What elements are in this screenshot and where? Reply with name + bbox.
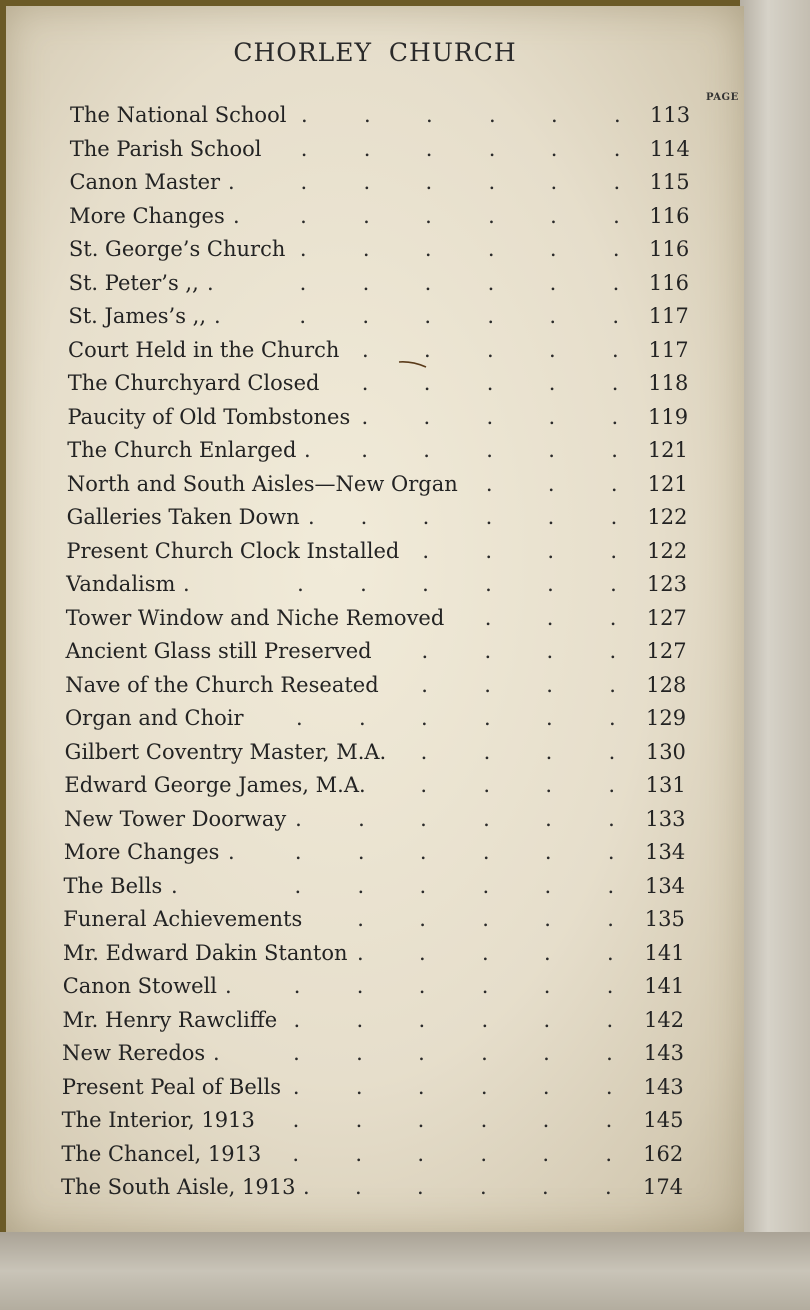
- leader-dot: .: [357, 940, 364, 965]
- leader-dot: .: [544, 940, 551, 965]
- toc-entry: [6, 706, 744, 736]
- leader-dot: .: [417, 1175, 424, 1199]
- toc-entry-page: 123: [646, 572, 688, 596]
- leader-dot: .: [545, 739, 553, 764]
- toc-entry-title: Paucity of Old Tombstones: [67, 404, 351, 429]
- leader-dot: .: [303, 1175, 310, 1199]
- leader-dot: .: [549, 337, 556, 362]
- leader-dot: .: [420, 706, 428, 730]
- leader-dot: .: [547, 471, 555, 496]
- toc-entry-title: St. James’s ,,: [68, 304, 207, 328]
- leader-dot: .: [607, 840, 615, 864]
- toc-entry-page: 127: [646, 639, 687, 663]
- leader-dot: .: [612, 337, 619, 362]
- leader-dot: .: [295, 806, 302, 831]
- leader-dot: .: [363, 203, 370, 228]
- toc-entry-page: 116: [649, 237, 690, 261]
- toc-entry-title: Court Held in the Church: [68, 337, 340, 362]
- leader-dot: .: [423, 371, 431, 395]
- leader-dot: .: [304, 438, 311, 462]
- leader-dot: .: [612, 270, 620, 295]
- leader-dot: .: [550, 203, 557, 228]
- leader-dot: .: [362, 304, 369, 328]
- leader-dot: .: [207, 270, 214, 295]
- leader-dot: .: [543, 974, 551, 998]
- leader-dot: .: [607, 873, 615, 898]
- toc-entry-title: North and South Aisles—New Organ: [66, 471, 458, 496]
- toc-entry: [6, 807, 744, 837]
- leader-dot: .: [613, 203, 620, 228]
- leader-dot: .: [363, 136, 371, 161]
- leader-dot: .: [355, 1108, 363, 1132]
- leader-dot: .: [355, 1141, 362, 1166]
- toc-entry: [6, 840, 744, 870]
- leader-dot: .: [228, 840, 235, 864]
- toc-entry-title: New Reredos: [62, 1041, 206, 1065]
- toc-entry: [6, 338, 744, 368]
- toc-entry-title: Edward George James, M.A.: [64, 773, 366, 797]
- toc-entry-title: The Church Enlarged: [67, 438, 297, 462]
- toc-entry-page: 121: [647, 438, 688, 462]
- leader-dot: .: [419, 873, 427, 898]
- leader-dot: .: [489, 103, 496, 127]
- leader-dot: .: [297, 572, 304, 596]
- leader-dot: .: [542, 1074, 550, 1099]
- leader-dot: .: [361, 371, 369, 395]
- leader-dot: .: [485, 505, 493, 529]
- toc-entry-title: Galleries Taken Down: [66, 505, 300, 529]
- toc-entry-title: Tower Window and Niche Removed: [65, 605, 445, 630]
- leader-dot: .: [424, 337, 431, 362]
- leader-dot: .: [486, 371, 494, 395]
- toc-entry: [6, 639, 744, 669]
- leader-dot: .: [487, 337, 494, 362]
- leader-dot: .: [228, 170, 235, 194]
- toc-entry-page: 118: [648, 371, 689, 395]
- leader-dot: .: [424, 270, 432, 295]
- toc-entry: [6, 1041, 744, 1071]
- leader-dot: .: [482, 940, 489, 965]
- toc-entry: [6, 204, 744, 234]
- toc-entry-page: 142: [644, 1007, 685, 1032]
- toc-entry-page: 145: [643, 1108, 684, 1132]
- leader-dot: .: [213, 1041, 220, 1065]
- toc-entry-page: 122: [647, 505, 688, 529]
- leader-dot: .: [488, 136, 496, 161]
- leader-dot: .: [481, 974, 489, 998]
- leader-dot: .: [610, 572, 617, 596]
- leader-dot: .: [611, 438, 618, 462]
- leader-dot: .: [294, 840, 302, 864]
- pencil-mark: [398, 359, 428, 369]
- leader-dot: .: [299, 270, 307, 295]
- leader-dot: .: [300, 170, 308, 194]
- toc-entry: [6, 103, 744, 133]
- leader-dot: .: [425, 136, 433, 161]
- toc-entry-page: 143: [643, 1074, 684, 1099]
- leader-dot: .: [418, 1041, 425, 1065]
- toc-entry: [6, 874, 744, 904]
- leader-dot: .: [214, 304, 221, 328]
- leader-dot: .: [542, 1141, 549, 1166]
- leader-dot: .: [418, 974, 426, 998]
- leader-dot: .: [611, 404, 619, 429]
- leader-dot: .: [610, 471, 618, 496]
- leader-dot: .: [225, 974, 232, 998]
- leader-dot: .: [612, 237, 620, 261]
- leader-dot: .: [358, 806, 365, 831]
- toc-entry-page: 162: [643, 1141, 684, 1166]
- toc-entry: [6, 907, 744, 937]
- toc-entry-title: More Changes: [63, 840, 220, 864]
- leader-dot: .: [356, 974, 364, 998]
- toc-entry-page: 127: [646, 605, 687, 630]
- leader-dot: .: [550, 136, 558, 161]
- toc-entry-page: 116: [648, 270, 689, 295]
- leader-dot: .: [362, 337, 369, 362]
- leader-dot: .: [363, 170, 371, 194]
- toc-entry: [6, 572, 744, 602]
- toc-entry-page: 141: [644, 940, 685, 965]
- leader-dot: .: [422, 538, 430, 563]
- leader-dot: .: [485, 572, 492, 596]
- toc-entry: [6, 405, 744, 435]
- leader-dot: .: [292, 1141, 299, 1166]
- toc-entry-title: Mr. Henry Rawcliffe: [62, 1007, 278, 1032]
- leader-dot: .: [544, 840, 552, 864]
- toc-entry: [6, 1075, 744, 1105]
- leader-dot: .: [545, 773, 553, 797]
- toc-entry-page: 119: [648, 404, 689, 429]
- leader-dot: .: [419, 907, 426, 931]
- toc-entry-title: Mr. Edward Dakin Stanton: [63, 940, 348, 965]
- leader-dot: .: [544, 873, 552, 898]
- leader-dot: .: [605, 1175, 612, 1199]
- leader-dot: .: [607, 940, 614, 965]
- leader-dot: .: [483, 773, 491, 797]
- leader-dot: .: [171, 873, 178, 898]
- toc-entry-page: 174: [642, 1175, 684, 1199]
- toc-entry-page: 143: [643, 1041, 684, 1065]
- toc-entry: [6, 1142, 744, 1172]
- leader-dot: .: [421, 672, 428, 697]
- leader-dot: .: [549, 304, 556, 328]
- toc-entry-page: 128: [646, 672, 687, 697]
- leader-dot: .: [546, 672, 553, 697]
- leader-dot: .: [485, 538, 493, 563]
- page-title: CHORLEY CHURCH: [233, 38, 517, 67]
- leader-dot: .: [488, 203, 495, 228]
- leader-dot: .: [483, 706, 491, 730]
- leader-dot: .: [360, 572, 367, 596]
- leader-dot: .: [425, 203, 432, 228]
- toc-entry-page: 135: [644, 907, 685, 931]
- leader-dot: .: [487, 237, 495, 261]
- leader-dot: .: [483, 806, 490, 831]
- leader-dot: .: [548, 371, 556, 395]
- leader-dot: .: [480, 1108, 488, 1132]
- page-column-label: PAGE: [706, 92, 739, 103]
- leader-dot: .: [482, 873, 490, 898]
- leader-dot: .: [608, 739, 616, 764]
- leader-dot: .: [550, 170, 558, 194]
- leader-dot: .: [546, 639, 554, 663]
- leader-dot: .: [486, 404, 494, 429]
- leader-dot: .: [293, 974, 301, 998]
- toc-entry-page: 130: [645, 739, 686, 764]
- toc-entry-title: Vandalism: [66, 572, 176, 596]
- toc-entry: [6, 304, 744, 334]
- toc-entry-page: 134: [645, 840, 686, 864]
- toc-entry-title: The Parish School: [69, 136, 262, 161]
- leader-dot: .: [609, 605, 617, 630]
- leader-dot: .: [609, 672, 616, 697]
- leader-dot: .: [613, 136, 621, 161]
- leader-dot: .: [608, 806, 615, 831]
- leader-dot: .: [423, 438, 430, 462]
- leader-dot: .: [542, 1175, 549, 1199]
- leader-dot: .: [424, 237, 432, 261]
- leader-dot: .: [299, 304, 306, 328]
- toc-entry: [6, 237, 744, 267]
- toc-entry: [6, 438, 744, 468]
- leader-dot: .: [419, 940, 426, 965]
- toc-entry-title: Nave of the Church Reseated: [65, 672, 379, 697]
- toc-entry-title: Ancient Glass still Preserved: [65, 639, 372, 663]
- leader-dot: .: [605, 1108, 613, 1132]
- leader-dot: .: [606, 1007, 614, 1032]
- toc-entry-page: 141: [644, 974, 685, 998]
- leader-dot: .: [417, 1108, 425, 1132]
- leader-dot: .: [360, 505, 368, 529]
- toc-entry: [6, 673, 744, 703]
- leader-dot: .: [545, 806, 552, 831]
- toc-entry-title: The South Aisle, 1913: [61, 1175, 296, 1199]
- leader-dot: .: [299, 237, 307, 261]
- leader-dot: .: [183, 572, 190, 596]
- toc-entry-title: Present Church Clock Installed: [66, 538, 400, 563]
- toc-entry: [6, 271, 744, 301]
- leader-dot: .: [547, 538, 555, 563]
- leader-dot: .: [421, 639, 429, 663]
- toc-entry-title: The Bells: [63, 873, 163, 898]
- toc-entry-page: 117: [648, 337, 689, 362]
- leader-dot: .: [548, 404, 556, 429]
- toc-entry-page: 134: [644, 873, 686, 898]
- leader-dot: .: [293, 1007, 301, 1032]
- toc-entry-title: New Tower Doorway: [64, 806, 287, 831]
- toc-entry-page: 131: [645, 773, 686, 797]
- leader-dot: .: [607, 907, 614, 931]
- toc-entry: [6, 472, 744, 502]
- toc-entry-title: The Interior, 1913: [61, 1108, 255, 1132]
- toc-entry-title: Organ and Choir: [64, 706, 244, 730]
- toc-entry: [6, 371, 744, 401]
- toc-entry: [6, 740, 744, 770]
- leader-dot: .: [548, 438, 555, 462]
- leader-dot: .: [480, 1175, 487, 1199]
- toc-entry: [6, 606, 744, 636]
- leader-dot: .: [605, 1074, 613, 1099]
- toc-entry-title: Gilbert Coventry Master, M.A.: [64, 739, 387, 764]
- leader-dot: .: [543, 1041, 550, 1065]
- toc-entry: [6, 505, 744, 535]
- toc-entry: [6, 539, 744, 569]
- leader-dot: .: [546, 605, 554, 630]
- leader-dot: .: [355, 1074, 363, 1099]
- leader-dot: .: [606, 1041, 613, 1065]
- leader-dot: .: [417, 1074, 425, 1099]
- leader-dot: .: [608, 706, 616, 730]
- leader-dot: .: [486, 438, 493, 462]
- leader-dot: .: [614, 103, 621, 127]
- toc-entry: [6, 941, 744, 971]
- toc-entry-title: Canon Master: [69, 170, 221, 194]
- leader-dot: .: [547, 572, 554, 596]
- leader-dot: .: [358, 706, 366, 730]
- toc-entry-page: 114: [649, 136, 690, 161]
- leader-dot: .: [485, 471, 493, 496]
- leader-dot: .: [301, 103, 308, 127]
- leader-dot: .: [610, 505, 618, 529]
- leader-dot: .: [606, 974, 614, 998]
- toc-entry: [6, 170, 744, 200]
- leader-dot: .: [417, 1141, 424, 1166]
- leader-dot: .: [292, 1108, 300, 1132]
- frame-bevel-bottom: [0, 1232, 810, 1310]
- toc-entry-title: The Chancel, 1913: [61, 1141, 262, 1166]
- toc-entry-page: 113: [650, 103, 691, 127]
- leader-dot: .: [544, 907, 551, 931]
- toc-entry: [6, 1108, 744, 1138]
- frame-bevel-right: [740, 0, 810, 1310]
- leader-dot: .: [484, 672, 491, 697]
- leader-dot: .: [355, 1175, 362, 1199]
- leader-dot: .: [418, 1007, 426, 1032]
- leader-dot: .: [426, 103, 433, 127]
- leader-dot: .: [422, 572, 429, 596]
- leader-dot: .: [293, 1041, 300, 1065]
- leader-dot: .: [420, 773, 428, 797]
- leader-dot: .: [605, 1141, 612, 1166]
- leader-dot: .: [420, 739, 428, 764]
- toc-entry-title: The National School: [70, 103, 287, 127]
- toc-entry-title: St. Peter’s ,,: [68, 270, 199, 295]
- leader-dot: .: [361, 438, 368, 462]
- leader-dot: .: [611, 371, 619, 395]
- toc-entry: [6, 974, 744, 1004]
- leader-dot: .: [545, 706, 553, 730]
- leader-dot: .: [488, 170, 496, 194]
- leader-dot: .: [424, 304, 431, 328]
- leader-dot: .: [484, 639, 492, 663]
- leader-dot: .: [356, 1007, 364, 1032]
- leader-dot: .: [300, 203, 307, 228]
- leader-dot: .: [481, 1007, 489, 1032]
- toc-entry-page: 121: [647, 471, 688, 496]
- toc-entry: [6, 773, 744, 803]
- toc-entry-title: More Changes: [69, 203, 225, 228]
- leader-dot: .: [357, 907, 364, 931]
- leader-dot: .: [609, 639, 617, 663]
- leader-dot: .: [357, 840, 365, 864]
- toc-entry-title: The Churchyard Closed: [67, 371, 320, 395]
- toc-entry-title: St. George’s Church: [68, 237, 286, 261]
- leader-dot: .: [612, 304, 619, 328]
- leader-dot: .: [292, 1074, 300, 1099]
- leader-dot: .: [543, 1007, 551, 1032]
- leader-dot: .: [233, 203, 240, 228]
- leader-dot: .: [610, 538, 618, 563]
- toc-entry-page: 122: [647, 538, 688, 563]
- leader-dot: .: [420, 806, 427, 831]
- leader-dot: .: [364, 103, 371, 127]
- leader-dot: .: [483, 739, 491, 764]
- leader-dot: .: [549, 237, 557, 261]
- leader-dot: .: [300, 136, 308, 161]
- toc-entry-page: 115: [649, 170, 690, 194]
- leader-dot: .: [362, 237, 370, 261]
- leader-dot: .: [608, 773, 616, 797]
- toc-entry: [6, 1008, 744, 1038]
- leader-dot: .: [484, 605, 492, 630]
- leader-dot: .: [357, 873, 365, 898]
- book-page: [6, 6, 744, 1232]
- leader-dot: .: [423, 404, 431, 429]
- leader-dot: .: [308, 505, 315, 529]
- leader-dot: .: [295, 706, 303, 730]
- leader-dot: .: [542, 1108, 550, 1132]
- leader-dot: .: [487, 270, 495, 295]
- toc-entry-title: Funeral Achievements: [63, 907, 303, 931]
- leader-dot: .: [549, 270, 557, 295]
- leader-dot: .: [419, 840, 427, 864]
- leader-dot: .: [425, 170, 433, 194]
- leader-dot: .: [362, 270, 370, 295]
- leader-dot: .: [551, 103, 558, 127]
- leader-dot: .: [481, 1041, 488, 1065]
- toc-entry-page: 133: [645, 806, 686, 831]
- toc-entry-page: 117: [648, 304, 689, 328]
- toc-entry: [6, 137, 744, 167]
- toc-entry-title: Present Peal of Bells: [61, 1074, 282, 1099]
- leader-dot: .: [547, 505, 555, 529]
- leader-dot: .: [422, 505, 430, 529]
- leader-dot: .: [487, 304, 494, 328]
- leader-dot: .: [356, 1041, 363, 1065]
- leader-dot: .: [480, 1074, 488, 1099]
- leader-dot: .: [294, 873, 302, 898]
- toc-entry-title: Canon Stowell: [62, 974, 217, 998]
- leader-dot: .: [482, 840, 490, 864]
- leader-dot: .: [613, 170, 621, 194]
- toc-entry: [6, 1175, 744, 1205]
- leader-dot: .: [480, 1141, 487, 1166]
- leader-dot: .: [361, 404, 369, 429]
- toc-entry-page: 116: [649, 203, 690, 228]
- toc-entry-page: 129: [646, 706, 687, 730]
- leader-dot: .: [482, 907, 489, 931]
